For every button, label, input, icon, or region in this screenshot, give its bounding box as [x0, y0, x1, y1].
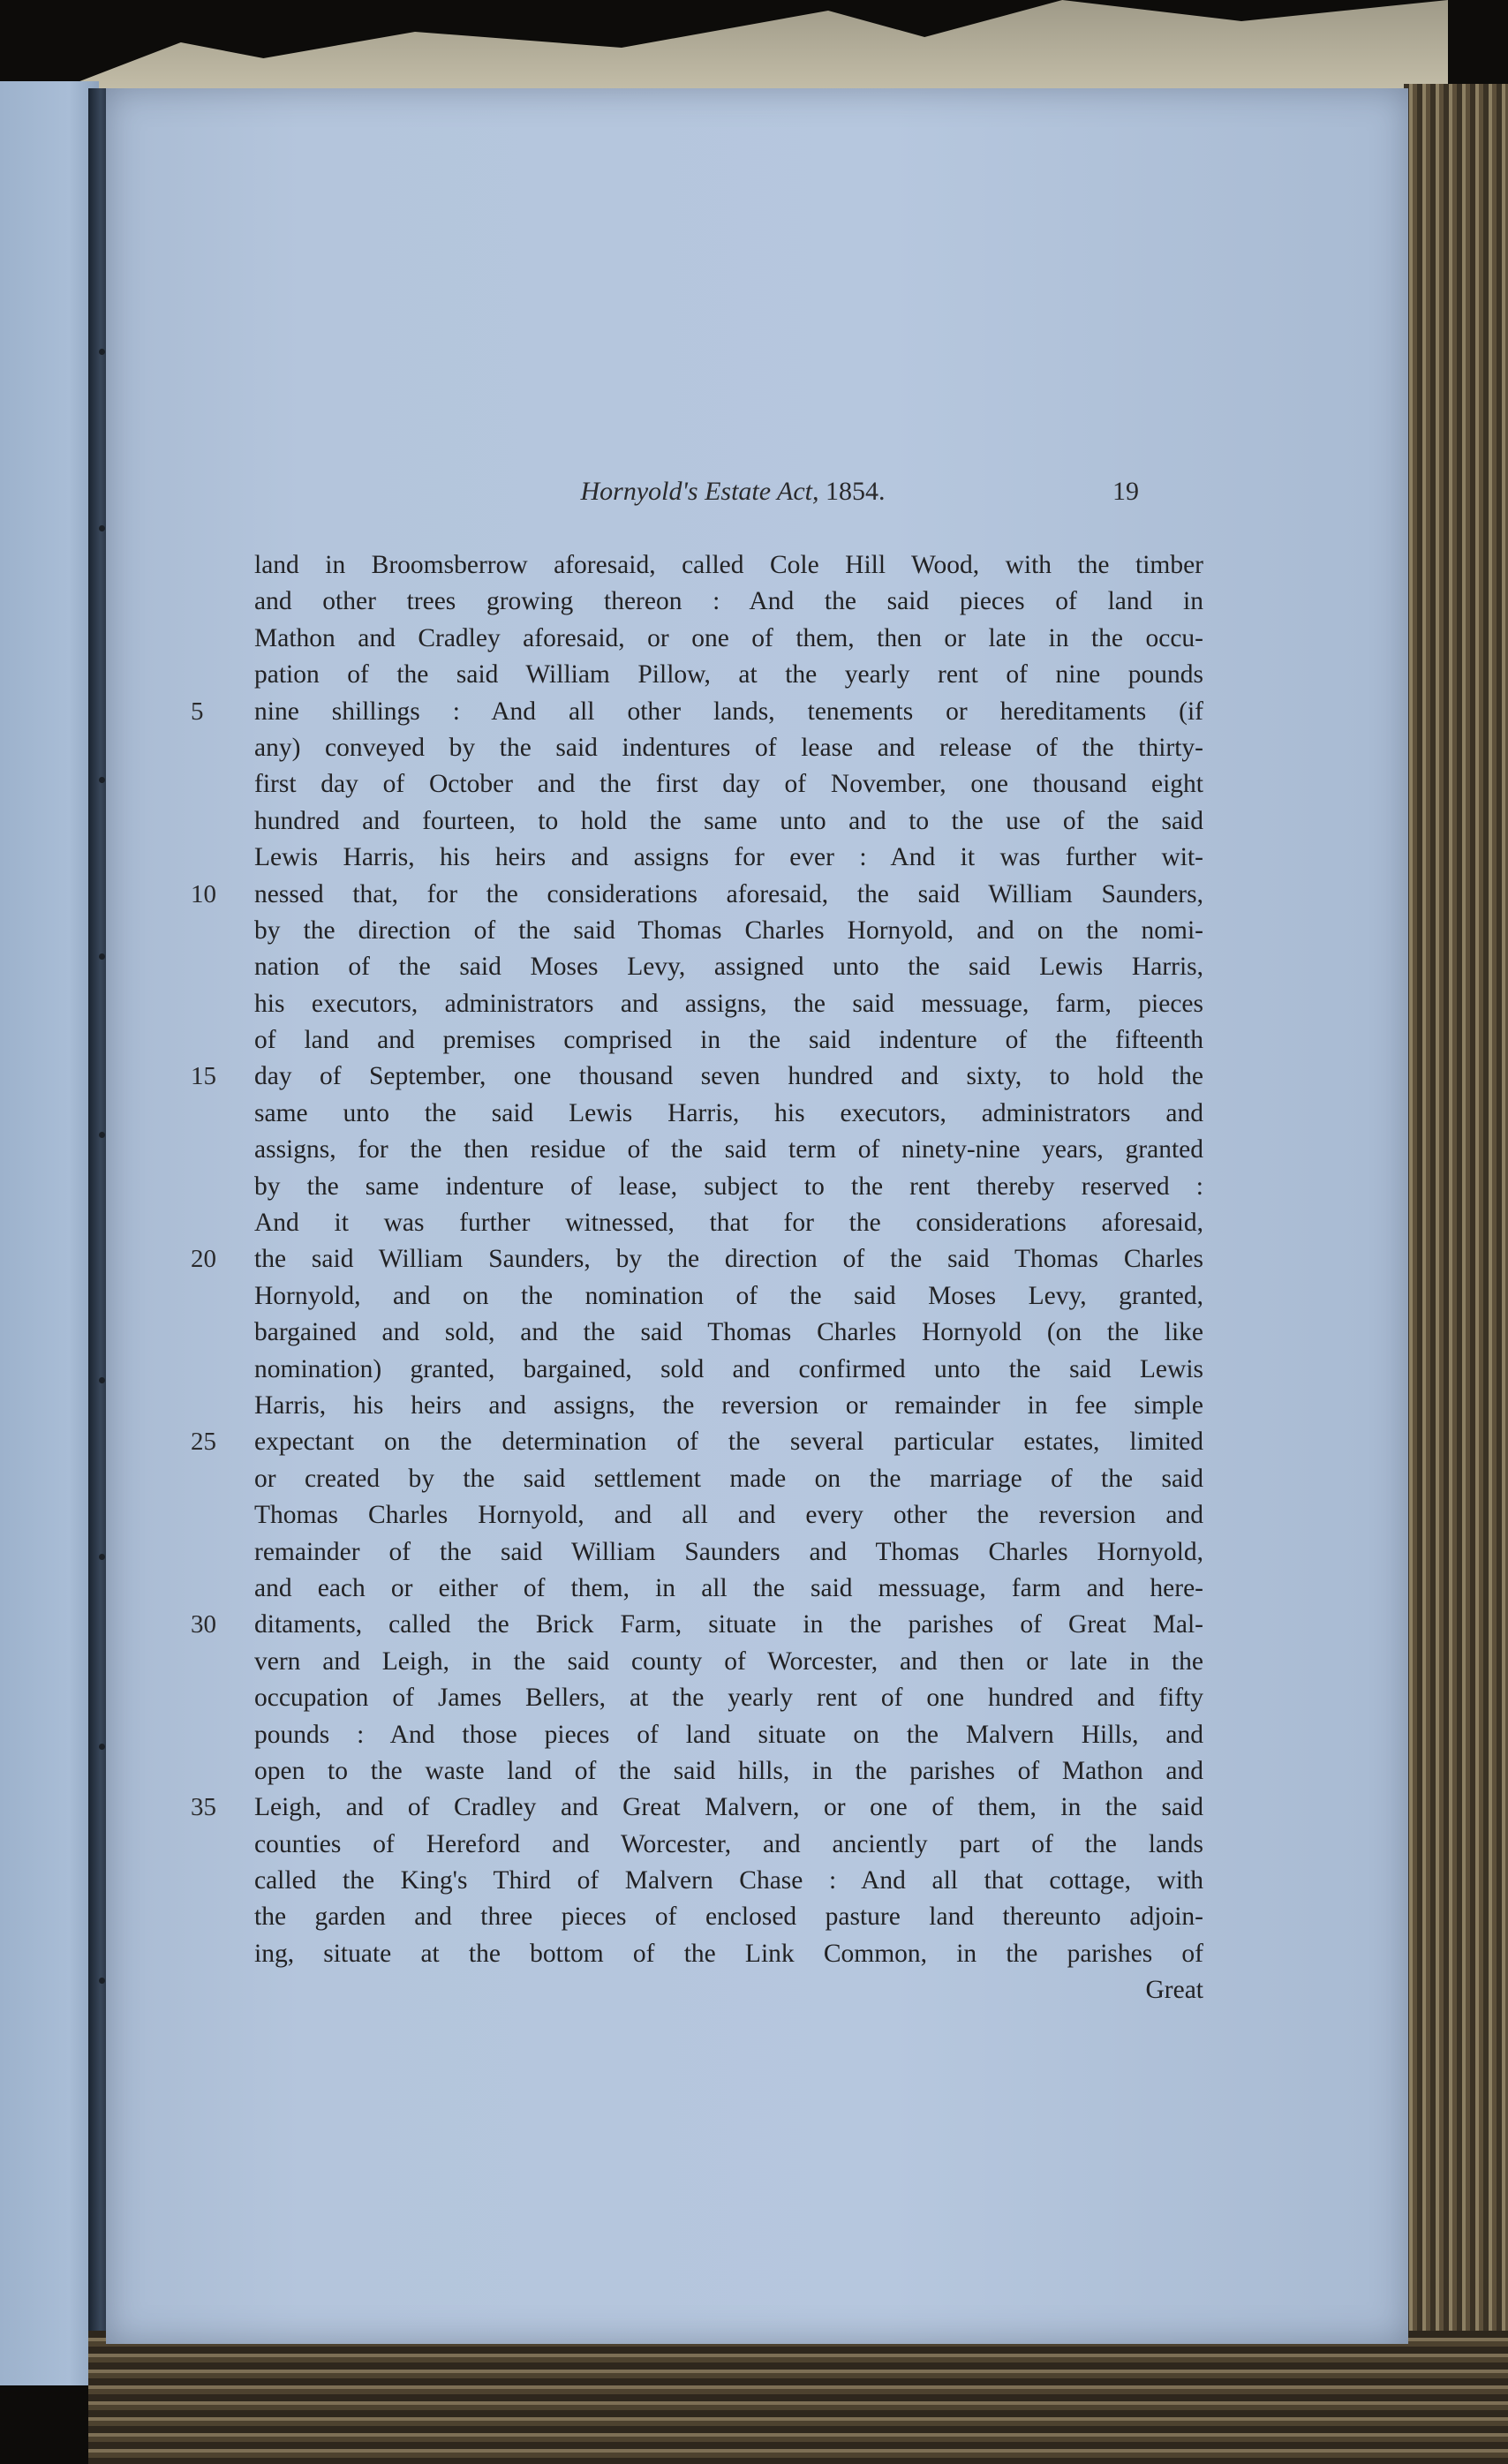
left-page-edge: [0, 81, 99, 2385]
binding-hole: [99, 777, 105, 783]
line-number: 5: [191, 697, 204, 726]
binding-hole: [99, 1744, 105, 1750]
running-title: [494, 477, 971, 507]
text-line: [191, 1241, 1203, 1277]
text-line: [254, 1278, 1203, 1315]
line-text: any) conveyed by the said indentures of lease and release of the thirty-: [254, 733, 1203, 762]
line-text: Lewis Harris, his heirs and assigns for ever : And it was further wit-: [254, 843, 1203, 872]
line-text: Mathon and Cradley aforesaid, or one of them, then or late in the occu-: [254, 623, 1203, 652]
line-text: the garden and three pieces of enclosed pasture land thereunto adjoin-: [254, 1903, 1203, 1932]
binding-hole: [99, 953, 105, 960]
line-text: day of September, one thousand seven hundred and sixty, to hold the: [254, 1062, 1203, 1091]
text-line: [254, 1497, 1203, 1533]
line-text: And it was further witnessed, that for the considerations aforesaid,: [254, 1209, 1203, 1238]
line-text: first day of October and the first day of November, one thousand eight: [254, 770, 1203, 799]
line-number: 15: [191, 1062, 216, 1091]
running-title-italic: Hornyold's Estate Act,: [580, 477, 819, 506]
line-text: Thomas Charles Hornyold, and all and every other the reversion and: [254, 1501, 1203, 1530]
line-text: occupation of James Bellers, at the yearly rent of one hundred and fifty: [254, 1684, 1203, 1713]
text-line: [191, 1607, 1203, 1643]
line-text: land in Broomsberrow aforesaid, called Cole Hill Wood, with the timber: [254, 551, 1203, 579]
running-header: [106, 477, 1408, 530]
body-text: [191, 547, 1203, 2009]
line-text: same unto the said Lewis Harris, his executors, administrators and: [254, 1098, 1203, 1127]
binding-hole: [99, 1377, 105, 1383]
line-number: 25: [191, 1428, 216, 1457]
line-text: vern and Leigh, in the said county of Worcester, and then or late in the: [254, 1646, 1203, 1676]
text-line: [254, 1169, 1203, 1205]
text-line: [254, 1388, 1203, 1424]
line-text: his executors, administrators and assigns, the said messuage, farm, pieces: [254, 989, 1203, 1018]
text-line: [254, 1461, 1203, 1497]
binding-hole: [99, 525, 105, 531]
book-page: [106, 88, 1408, 2344]
text-line: [191, 877, 1203, 913]
text-line: [254, 1571, 1203, 1607]
line-text: assigns, for the then residue of the said term of ninety-nine years, granted: [254, 1135, 1203, 1164]
line-text: of land and premises comprised in the said indenture of the fifteenth: [254, 1026, 1203, 1055]
line-text: nine shillings : And all other lands, tenements or hereditaments (if: [254, 697, 1203, 726]
line-text: Harris, his heirs and assigns, the reversion or remainder in fee simple: [254, 1390, 1203, 1420]
text-line: [254, 547, 1203, 584]
text-line: [254, 621, 1203, 657]
text-line: [254, 1680, 1203, 1716]
text-line: [254, 1827, 1203, 1863]
line-number: 35: [191, 1793, 216, 1822]
line-text: open to the waste land of the said hills, in the parishes of Mathon and: [254, 1756, 1203, 1785]
line-text: or created by the said settlement made on the marriage of the said: [254, 1464, 1203, 1493]
text-line: [254, 1899, 1203, 1935]
text-line: [191, 694, 1203, 730]
text-line: [254, 913, 1203, 949]
line-text: and other trees growing thereon : And the said pieces of land in: [254, 587, 1203, 616]
line-text: hundred and fourteen, to hold the same unto and to the use of the said: [254, 806, 1203, 835]
line-text: counties of Hereford and Worcester, and anciently part of the lands: [254, 1829, 1203, 1858]
line-text: the said William Saunders, by the direction of the said Thomas Charles: [254, 1245, 1203, 1274]
text-line: [191, 1059, 1203, 1095]
text-line: [254, 1205, 1203, 1241]
text-line: [254, 1534, 1203, 1571]
page-edges-right: [1404, 84, 1508, 2344]
line-text: nation of the said Moses Levy, assigned unto the said Lewis Harris,: [254, 953, 1203, 982]
text-line: [254, 1132, 1203, 1168]
text-line: [254, 949, 1203, 985]
line-text: Great: [1145, 1976, 1203, 2005]
text-line: [254, 657, 1203, 693]
line-text: by the direction of the said Thomas Charles Hornyold, and on the nomi-: [254, 916, 1203, 945]
line-text: ditaments, called the Brick Farm, situate in the parishes of Great Mal-: [254, 1610, 1203, 1639]
line-text: pounds : And those pieces of land situate on the Malvern Hills, and: [254, 1720, 1203, 1749]
page-edges-bottom: [88, 2331, 1508, 2464]
line-text: Leigh, and of Cradley and Great Malvern, or one of them, in the said: [254, 1793, 1203, 1822]
line-text: and each or either of them, in all the said messuage, farm and here-: [254, 1573, 1203, 1602]
text-line: [191, 1424, 1203, 1460]
line-text: nessed that, for the considerations aforesaid, the said William Saunders,: [254, 879, 1203, 908]
line-text: expectant on the determination of the several particular estates, limited: [254, 1428, 1203, 1457]
text-line: [254, 840, 1203, 876]
text-line: [254, 1022, 1203, 1059]
text-line: [254, 1352, 1203, 1388]
text-line: [254, 1936, 1203, 1972]
text-line: [254, 1096, 1203, 1132]
page-number: 19: [1112, 477, 1139, 506]
line-number: 30: [191, 1610, 216, 1639]
line-text: remainder of the said William Saunders and Thomas Charles Hornyold,: [254, 1537, 1203, 1566]
text-line: [254, 584, 1203, 620]
text-line: [254, 1863, 1203, 1899]
text-line: [254, 1315, 1203, 1351]
binding-hole: [99, 1554, 105, 1560]
line-text: pation of the said William Pillow, at the yearly rent of nine pounds: [254, 660, 1203, 689]
text-line: [254, 730, 1203, 766]
line-text: bargained and sold, and the said Thomas Charles Hornyold (on the like: [254, 1318, 1203, 1347]
text-line: [254, 803, 1203, 840]
binding-hole: [99, 1132, 105, 1138]
line-text: Hornyold, and on the nomination of the said Moses Levy, granted,: [254, 1281, 1203, 1310]
line-text: by the same indenture of lease, subject to the rent thereby reserved :: [254, 1172, 1203, 1201]
binding-hole: [99, 1978, 105, 1984]
text-line: [254, 1753, 1203, 1790]
text-line: [254, 1972, 1203, 2008]
text-line: [254, 1717, 1203, 1753]
line-text: ing, situate at the bottom of the Link Common, in the parishes of: [254, 1939, 1203, 1968]
line-text: nomination) granted, bargained, sold and confirmed unto the said Lewis: [254, 1354, 1203, 1383]
text-line: [254, 986, 1203, 1022]
line-number: 10: [191, 879, 216, 908]
line-number: 20: [191, 1245, 216, 1274]
binding-hole: [99, 349, 105, 355]
text-line: [254, 766, 1203, 802]
running-title-year: 1854.: [818, 477, 886, 506]
text-line: [191, 1790, 1203, 1826]
line-text: called the King's Third of Malvern Chase : And all that cottage, with: [254, 1866, 1203, 1895]
text-line: [254, 1644, 1203, 1680]
